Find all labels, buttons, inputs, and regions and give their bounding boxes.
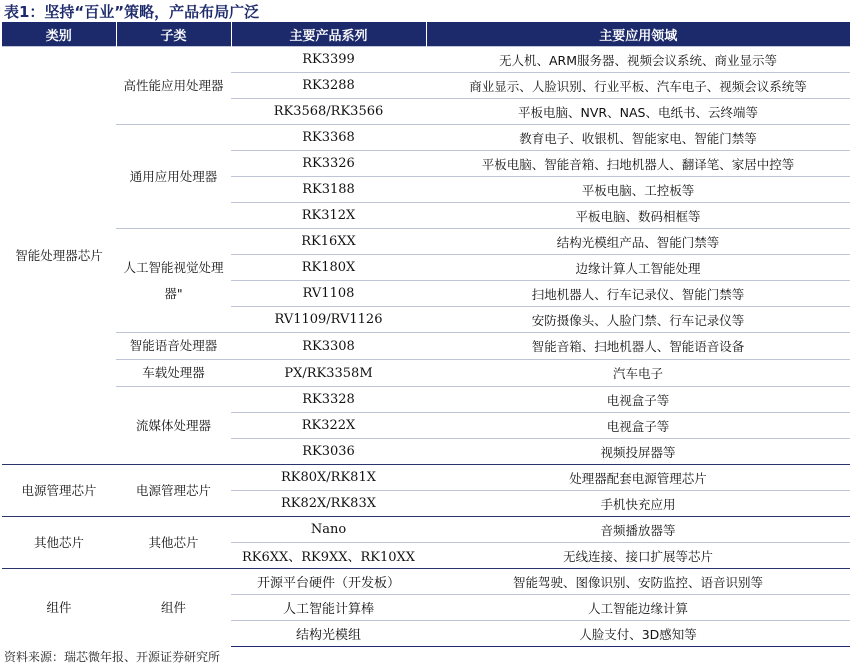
header-product-series: 主要产品系列 xyxy=(231,22,426,47)
table-row xyxy=(2,465,850,491)
product-cell: RK80X/RK81X xyxy=(231,465,426,491)
product-cell: RK3326 xyxy=(231,151,426,177)
application-cell: 结构光模组产品、智能门禁等 xyxy=(426,229,850,255)
subcategory-cell: 其他芯片 xyxy=(116,517,231,569)
table-row xyxy=(2,569,850,595)
application-cell: 手机快充应用 xyxy=(426,491,850,517)
table-row xyxy=(2,360,850,387)
table-row xyxy=(2,517,850,543)
application-cell: 平板电脑、NVR、NAS、电纸书、云终端等 xyxy=(426,99,850,125)
subcategory-cell: 组件 xyxy=(116,569,231,647)
subcategory-cell: 车载处理器 xyxy=(116,360,231,387)
application-cell: 人脸支付、3D感知等 xyxy=(426,621,850,647)
application-cell: 处理器配套电源管理芯片 xyxy=(426,465,850,491)
product-cell: RK3036 xyxy=(231,439,426,465)
product-cell: 开源平台硬件（开发板） xyxy=(231,569,426,595)
subcategory-cell: 通用应用处理器 xyxy=(116,125,231,229)
header-category: 类别 xyxy=(2,22,116,47)
category-cell: 组件 xyxy=(2,569,116,647)
application-cell: 智能驾驶、图像识别、安防监控、语音识别等 xyxy=(426,569,850,595)
application-cell: 智能音箱、扫地机器人、智能语音设备 xyxy=(426,333,850,360)
product-cell: RK3288 xyxy=(231,73,426,99)
product-cell: RV1108 xyxy=(231,281,426,307)
table-row xyxy=(2,387,850,413)
product-cell: RK3328 xyxy=(231,387,426,413)
application-cell: 平板电脑、工控板等 xyxy=(426,177,850,203)
header-subcategory: 子类 xyxy=(116,22,231,47)
application-cell: 平板电脑、智能音箱、扫地机器人、翻译笔、家居中控等 xyxy=(426,151,850,177)
product-cell: RK6XX、RK9XX、RK10XX xyxy=(231,543,426,569)
category-cell: 其他芯片 xyxy=(2,517,116,569)
application-cell: 电视盒子等 xyxy=(426,387,850,413)
application-cell: 平板电脑、数码相框等 xyxy=(426,203,850,229)
product-cell: RK3399 xyxy=(231,47,426,73)
product-cell: 结构光模组 xyxy=(231,621,426,647)
subcategory-cell: 电源管理芯片 xyxy=(116,465,231,517)
subcategory-cell: 人工智能视觉处理器" xyxy=(116,229,231,333)
product-cell: RV1109/RV1126 xyxy=(231,307,426,333)
table-row xyxy=(2,125,850,151)
product-cell: RK3308 xyxy=(231,333,426,360)
application-cell: 无线连接、接口扩展等芯片 xyxy=(426,543,850,569)
table-row xyxy=(2,47,850,73)
product-cell: RK3368 xyxy=(231,125,426,151)
product-cell: 人工智能计算棒 xyxy=(231,595,426,621)
application-cell: 无人机、ARM服务器、视频会议系统、商业显示等 xyxy=(426,47,850,73)
table-row xyxy=(2,229,850,255)
application-cell: 音频播放器等 xyxy=(426,517,850,543)
application-cell: 商业显示、人脸识别、行业平板、汽车电子、视频会议系统等 xyxy=(426,73,850,99)
product-cell: Nano xyxy=(231,517,426,543)
source-note: 资料来源：瑞芯微年报、开源证券研究所 xyxy=(4,650,221,664)
subcategory-cell: 流媒体处理器 xyxy=(116,387,231,465)
header-application: 主要应用领域 xyxy=(426,22,850,47)
category-cell: 电源管理芯片 xyxy=(2,465,116,517)
product-cell: RK312X xyxy=(231,203,426,229)
application-cell: 视频投屏器等 xyxy=(426,439,850,465)
product-cell: RK3188 xyxy=(231,177,426,203)
application-cell: 安防摄像头、人脸门禁、行车记录仪等 xyxy=(426,307,850,333)
application-cell: 人工智能边缘计算 xyxy=(426,595,850,621)
table-row xyxy=(2,333,850,360)
product-cell: RK82X/RK83X xyxy=(231,491,426,517)
application-cell: 边缘计算人工智能处理 xyxy=(426,255,850,281)
subcategory-cell: 高性能应用处理器 xyxy=(116,47,231,125)
product-table xyxy=(2,22,850,647)
product-cell: RK322X xyxy=(231,413,426,439)
product-cell: RK16XX xyxy=(231,229,426,255)
table-title: 表1：坚持“百业”策略，产品布局广泛 xyxy=(4,3,260,21)
application-cell: 教育电子、收银机、智能家电、智能门禁等 xyxy=(426,125,850,151)
application-cell: 汽车电子 xyxy=(426,360,850,387)
application-cell: 电视盒子等 xyxy=(426,413,850,439)
subcategory-cell: 智能语音处理器 xyxy=(116,333,231,360)
product-cell: RK3568/RK3566 xyxy=(231,99,426,125)
product-cell: RK180X xyxy=(231,255,426,281)
product-cell: PX/RK3358M xyxy=(231,360,426,387)
application-cell: 扫地机器人、行车记录仪、智能门禁等 xyxy=(426,281,850,307)
category-cell: 智能处理器芯片 xyxy=(2,47,116,465)
table-header-row xyxy=(2,22,850,47)
